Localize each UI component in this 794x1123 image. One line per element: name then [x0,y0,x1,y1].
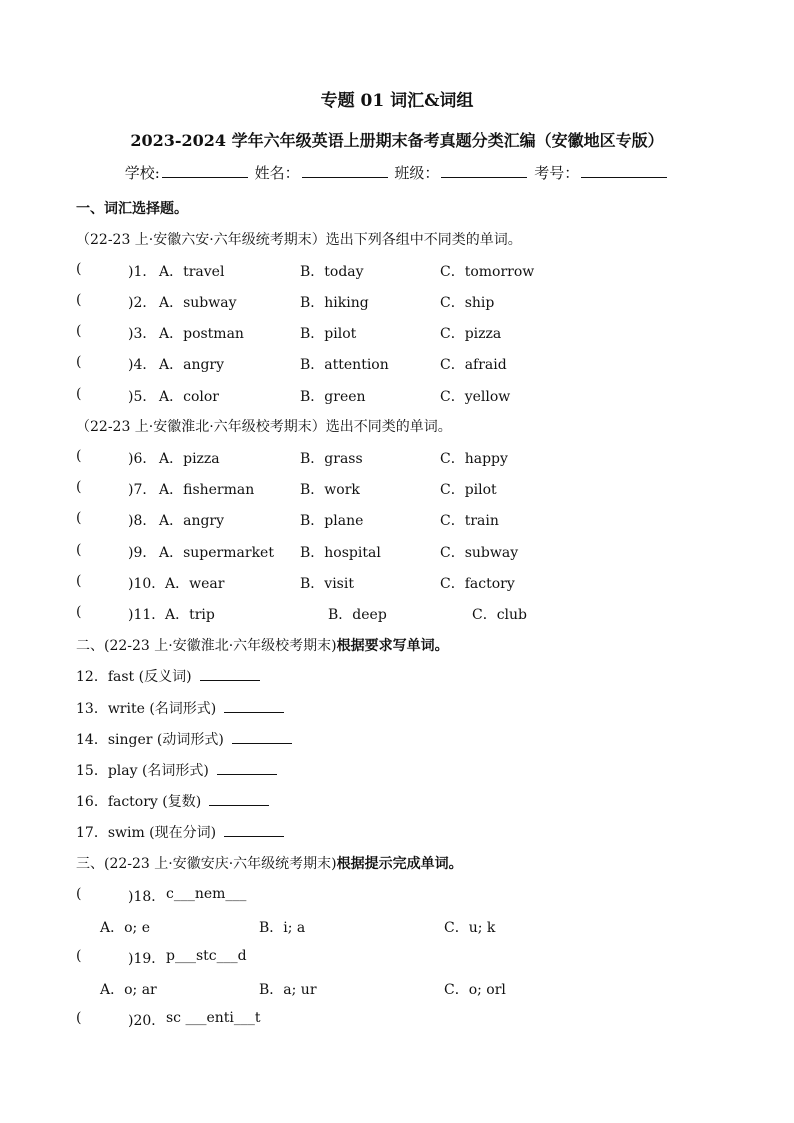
class-label: 班级： [394,164,440,182]
answer-blank[interactable] [200,668,260,681]
fill-item-text: 14．singer (动词形式) [76,732,224,748]
section3-instruction: 根据提示完成单词。 [336,856,463,872]
question-number: )5． [128,389,157,405]
question-number: )19． [128,951,166,967]
answer-blank[interactable] [217,762,277,775]
option-c: C．club [472,607,528,623]
answer-blank[interactable] [224,700,284,713]
option-c: C．factory [440,576,515,592]
word-prompt: c___nem___ [166,886,247,902]
doc-title: 专题 01 词汇&词组 [320,91,474,111]
fill-item-text: 17．swim (现在分词) [76,825,217,841]
option-b: B．i; a [259,920,306,936]
option-c: C．happy [440,451,508,467]
answer-blank[interactable] [232,731,292,744]
option-b: B．hospital [300,545,381,561]
option-b: B．a; ur [259,982,317,998]
question-number: )9． [128,545,157,561]
option-c: C．train [440,513,499,529]
answer-paren[interactable]: ( [76,479,82,495]
option-c: C．pilot [440,482,497,498]
option-a: A．supermarket [159,545,274,561]
fill-item-13 [76,698,284,718]
fill-item-text: 15．play (名词形式) [76,763,209,779]
question-number: )4． [128,357,157,373]
option-c: C．u; k [444,920,496,936]
word-prompt: p___stc___d [166,948,247,964]
name-blank[interactable] [302,163,388,178]
section2-heading [76,635,449,655]
name-label: 姓名： [254,164,300,182]
fill-item-17 [76,822,284,842]
option-b: B．pilot [300,326,357,342]
option-a: A．o; ar [100,982,157,998]
section3-heading [76,853,463,873]
question-number: )1． [128,264,157,280]
option-a: A．angry [159,357,225,373]
option-a: A．trip [165,607,215,623]
option-b: B．green [300,389,366,405]
section1-heading: 一、词汇选择题。 [76,201,188,217]
option-a: A．fisherman [159,482,255,498]
fill-item-15 [76,760,277,780]
option-a: A．color [159,389,219,405]
option-b: B．plane [300,513,364,529]
doc-subtitle: 2023-2024 学年六年级英语上册期末备考真题分类汇编（安徽地区专版） [130,131,664,150]
option-a: A．postman [159,326,244,342]
option-b: B．grass [300,451,363,467]
answer-paren[interactable]: ( [76,573,82,589]
answer-blank[interactable] [224,824,284,837]
question-number: )3． [128,326,157,342]
fill-item-text: 12．fast (反义词) [76,669,192,685]
option-c: C．subway [440,545,519,561]
option-c: C．yellow [440,389,511,405]
fill-item-16 [76,791,269,811]
option-c: C．o; orl [444,982,506,998]
answer-paren[interactable]: ( [76,292,82,308]
answer-paren[interactable]: ( [76,510,82,526]
option-a: A．pizza [159,451,220,467]
answer-paren[interactable]: ( [76,448,82,464]
question-number: )20． [128,1013,166,1029]
option-c: C．pizza [440,326,502,342]
option-c: C．ship [440,295,495,311]
section1-source1: （22-23 上·安徽六安·六年级统考期末）选出下列各组中不同类的单词。 [76,232,522,248]
option-a: A．o; e [100,920,150,936]
answer-paren[interactable]: ( [76,1010,82,1026]
fill-item-14 [76,729,292,749]
option-a: A．wear [165,576,225,592]
question-number: )7． [128,482,157,498]
answer-paren[interactable]: ( [76,386,82,402]
answer-paren[interactable]: ( [76,886,82,902]
exam-no-label: 考号： [534,164,580,182]
answer-paren[interactable]: ( [76,948,82,964]
option-b: B．work [300,482,360,498]
answer-paren[interactable]: ( [76,354,82,370]
option-a: A．subway [159,295,237,311]
option-b: B．visit [300,576,354,592]
section2-source: 二、(22-23 上·安徽淮北·六年级校考期末) [76,638,337,654]
section3-source: 三、(22-23 上·安徽安庆·六年级统考期末) [76,856,337,872]
question-number: )10． [128,576,166,592]
answer-paren[interactable]: ( [76,261,82,277]
option-b: B．attention [300,357,389,373]
option-b: B．deep [328,607,387,623]
fill-item-text: 16．factory (复数) [76,794,202,810]
school-blank[interactable] [162,163,248,178]
question-number: )11． [128,607,166,623]
question-number: )2． [128,295,157,311]
question-number: )18． [128,889,166,905]
class-blank[interactable] [441,163,527,178]
option-c: C．afraid [440,357,507,373]
option-b: B．today [300,264,364,280]
option-a: A．travel [159,264,225,280]
answer-paren[interactable]: ( [76,542,82,558]
fill-item-text: 13．write (名词形式) [76,701,217,717]
word-prompt: sc ___enti___t [166,1010,261,1026]
answer-paren[interactable]: ( [76,604,82,620]
student-info-line [0,162,794,183]
question-number: )8． [128,513,157,529]
school-label: 学校: [124,164,160,182]
option-c: C．tomorrow [440,264,535,280]
section2-instruction: 根据要求写单词。 [336,638,449,654]
option-a: A．angry [159,513,225,529]
question-number: )6． [128,451,157,467]
answer-paren[interactable]: ( [76,323,82,339]
exam-no-blank[interactable] [581,163,667,178]
answer-blank[interactable] [209,793,269,806]
option-b: B．hiking [300,295,369,311]
fill-item-12 [76,666,260,686]
section1-source2: （22-23 上·安徽淮北·六年级校考期末）选出不同类的单词。 [76,419,452,435]
